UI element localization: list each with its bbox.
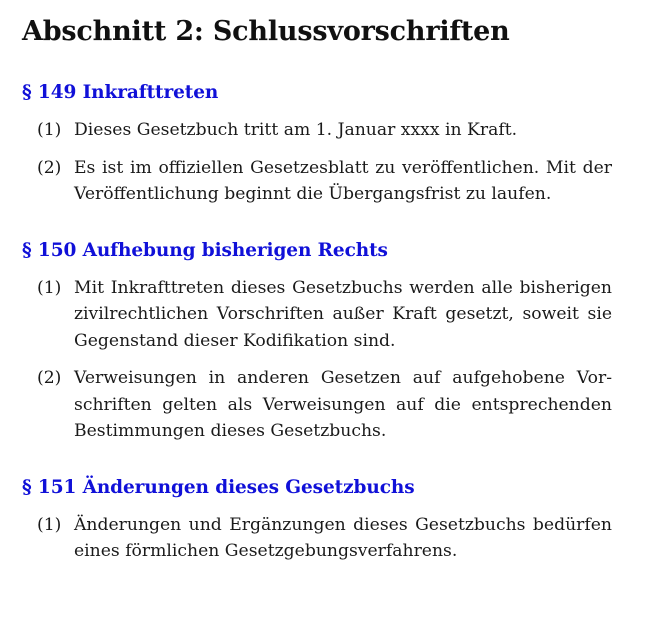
section-heading: § 151 Änderungen dieses Gesetzbuchs xyxy=(22,476,415,498)
paragraph xyxy=(22,155,612,208)
paragraph xyxy=(22,275,612,355)
paragraph-number: (1) xyxy=(37,277,62,298)
paragraph-text: Mit Inkrafttreten dieses Gesetzbuchs werden alle bisherigen zivilrechtlichen Vorschriften außer Kraft gesetzt, soweit sie Gegenstand dieser Kodifikation sind. xyxy=(74,277,612,351)
paragraph xyxy=(22,512,612,565)
paragraph-text: Dieses Gesetzbuch tritt am 1. Januar xxxx in Kraft. xyxy=(74,120,518,140)
chapter-title: Abschnitt 2: Schlussvorschriften xyxy=(22,16,510,47)
paragraph-text: Verweisungen in anderen Gesetzen auf aufgehobene Vorschriften gelten als Verweisungen auf die entsprechenden Bestimmungen dieses Gesetzbuchs. xyxy=(74,368,612,441)
paragraph-text: Änderungen und Ergänzungen dieses Gesetzbuchs bedürfen eines förmlichen Gesetzgebungsverfahrens. xyxy=(74,514,612,561)
section-150 xyxy=(22,238,612,445)
paragraph-number: (1) xyxy=(37,120,62,140)
section-149 xyxy=(22,80,612,208)
paragraph-number: (2) xyxy=(37,368,62,388)
document-page xyxy=(22,14,612,565)
section-heading: § 149 Inkrafttreten xyxy=(22,82,219,103)
paragraph-list xyxy=(22,512,612,565)
paragraph xyxy=(22,365,612,445)
paragraph-number: (1) xyxy=(37,514,62,535)
paragraph-list xyxy=(22,117,612,208)
paragraph-number: (2) xyxy=(37,157,62,178)
paragraph-list xyxy=(22,275,612,445)
section-heading: § 150 Aufhebung bisherigen Rechts xyxy=(22,239,388,261)
paragraph xyxy=(22,117,612,144)
paragraph-text: Es ist im offiziellen Gesetzesblatt zu veröffentlichen. Mit der Veröffentlichung beginnt die Übergangsfrist zu laufen. xyxy=(74,157,612,204)
section-151 xyxy=(22,475,612,565)
